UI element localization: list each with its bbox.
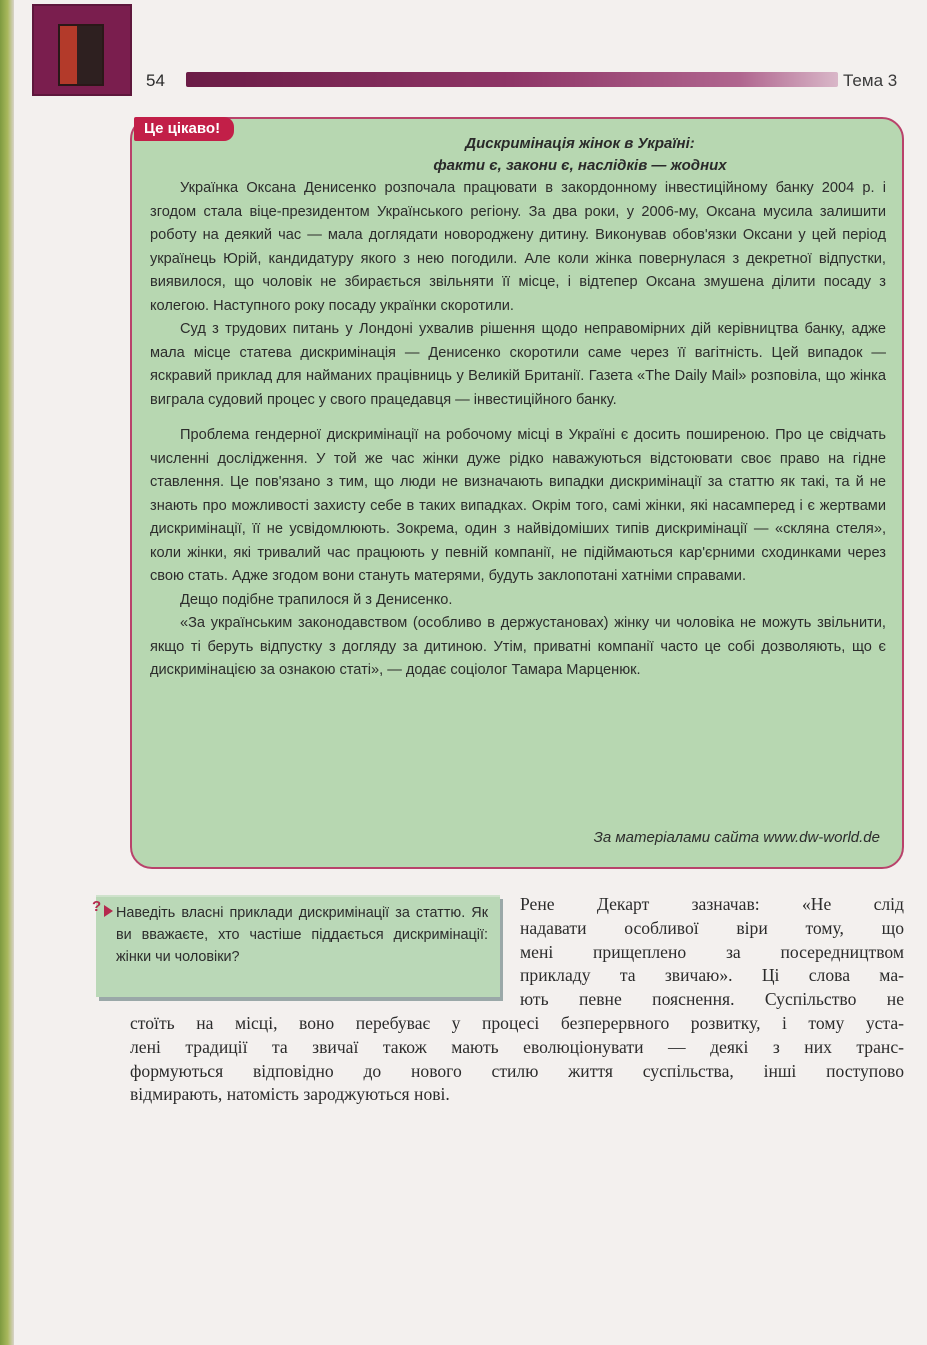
text-line: ють певне пояснення. Суспільство не (520, 989, 904, 1010)
text-line: надавати особливої віри тому, що (520, 917, 904, 938)
book-edge (0, 0, 14, 1345)
arrow-icon (104, 905, 113, 917)
page-number: 54 (146, 71, 165, 90)
body-bottom-text (130, 1012, 904, 1107)
question-text: Наведіть власні приклади дискримінації за статтю. Як ви вважаєте, хто частіше піддається дискримінації: жінки чи чоловіки? (116, 905, 488, 965)
paragraph: Дещо подібне трапилося й з Денисенко. (180, 591, 453, 608)
topic-label: Тема 3 (843, 71, 898, 90)
text-line: Рене Декарт зазначав: «Не слід (520, 894, 904, 914)
body-side-text (520, 893, 904, 1012)
chapter-icon (58, 24, 104, 86)
info-tag: Це цікаво! (134, 117, 234, 141)
text-line: прикладу та звичаю». Ці слова ма- (520, 965, 904, 986)
text-line: стоїть на місці, воно перебуває у процесі безперервного розвитку, і тому уста- (130, 1013, 904, 1033)
header-bar (186, 72, 838, 87)
source-citation: За матеріалами сайта www.dw-world.de (593, 829, 880, 846)
title-line-1: Дискримінація жінок в Україні: (465, 135, 695, 152)
title-line-2: факти є, закони є, наслідків — жодних (433, 157, 727, 174)
info-box-title (360, 133, 800, 177)
paragraph: Українка Оксана Денисенко розпочала працювати в закордонному інвестиційному банку 2004 р. і згодом стала віце-президентом Українського регіону. За два роки, у 2006-му, Оксана мусила залишити роботу на деякий час — мала доглядати новороджену дитину. Виконував обов'язки Оксани у цей період українець Юрій, кандидатуру якого з нею погодили. Але коли жінка повернулася з декретної відпустки, виявилося, що чоловік не збирається звільняти її місце, і відтепер Оксана змушена ділити посаду з колегою. Наступного року посаду українки скоротили. (150, 180, 886, 314)
text-line: формуються відповідно до нового стилю життя суспільства, інші поступово (130, 1060, 904, 1081)
paragraph: Суд з трудових питань у Лондоні ухвалив рішення щодо неправомірних дій керівництва банку, адже мала місце статева дискримінація — Денисенко скоротили саме через її вагітність. Цей випадок — яскравий приклад для найманих працівниць у Великій Британії. Газета «The Daily Mail» розповіла, що жінка виграла судовий процес у свого працедавця — інвестиційного банку. (150, 321, 886, 408)
paragraph: «За українським законодавством (особливо в держустановах) жінку чи чоловіка не можуть звільнити, якщо ті беруть відпустку з догляду за дитиною. Утім, приватні компанії часто це собі дозволяють, що є дискримінацією за ознакою статі», — додає соціолог Тамара Марценюк. (150, 615, 886, 678)
question-mark-icon: ? (92, 898, 102, 915)
paragraph: Проблема гендерної дискримінації на робочому місці в Україні є досить поширеною. Про це свідчать численні дослідження. У той же час жінки дуже рідко наважуються відстоювати своє право на гідне ставлення. Це пов'язано з тим, що люди не визначають випадки дискримінації за статтю як такі, та й не знають про можливості захисту себе в таких випадках. Окрім того, самі жінки, які насамперед і є жертвами дискримінації, її не усвідомлюють. Зокрема, один з найвідоміших типів дискримінації — «скляна стеля», коли жінки, які тривалий час працюють у певній компанії, не підіймаються кар'єрними сходинками через свою стать. Адже згодом вони стануть матерями, будуть заклопотані хатніми справами. (150, 427, 886, 584)
text-line: відмирають, натомість зароджуються нові. (130, 1084, 450, 1105)
info-box-text (150, 177, 886, 683)
text-line: мені прищеплено за посередництвом (520, 941, 904, 962)
text-line: лені традиції та звичаї також мають еволюціонувати — деякі з них транс- (130, 1036, 904, 1057)
